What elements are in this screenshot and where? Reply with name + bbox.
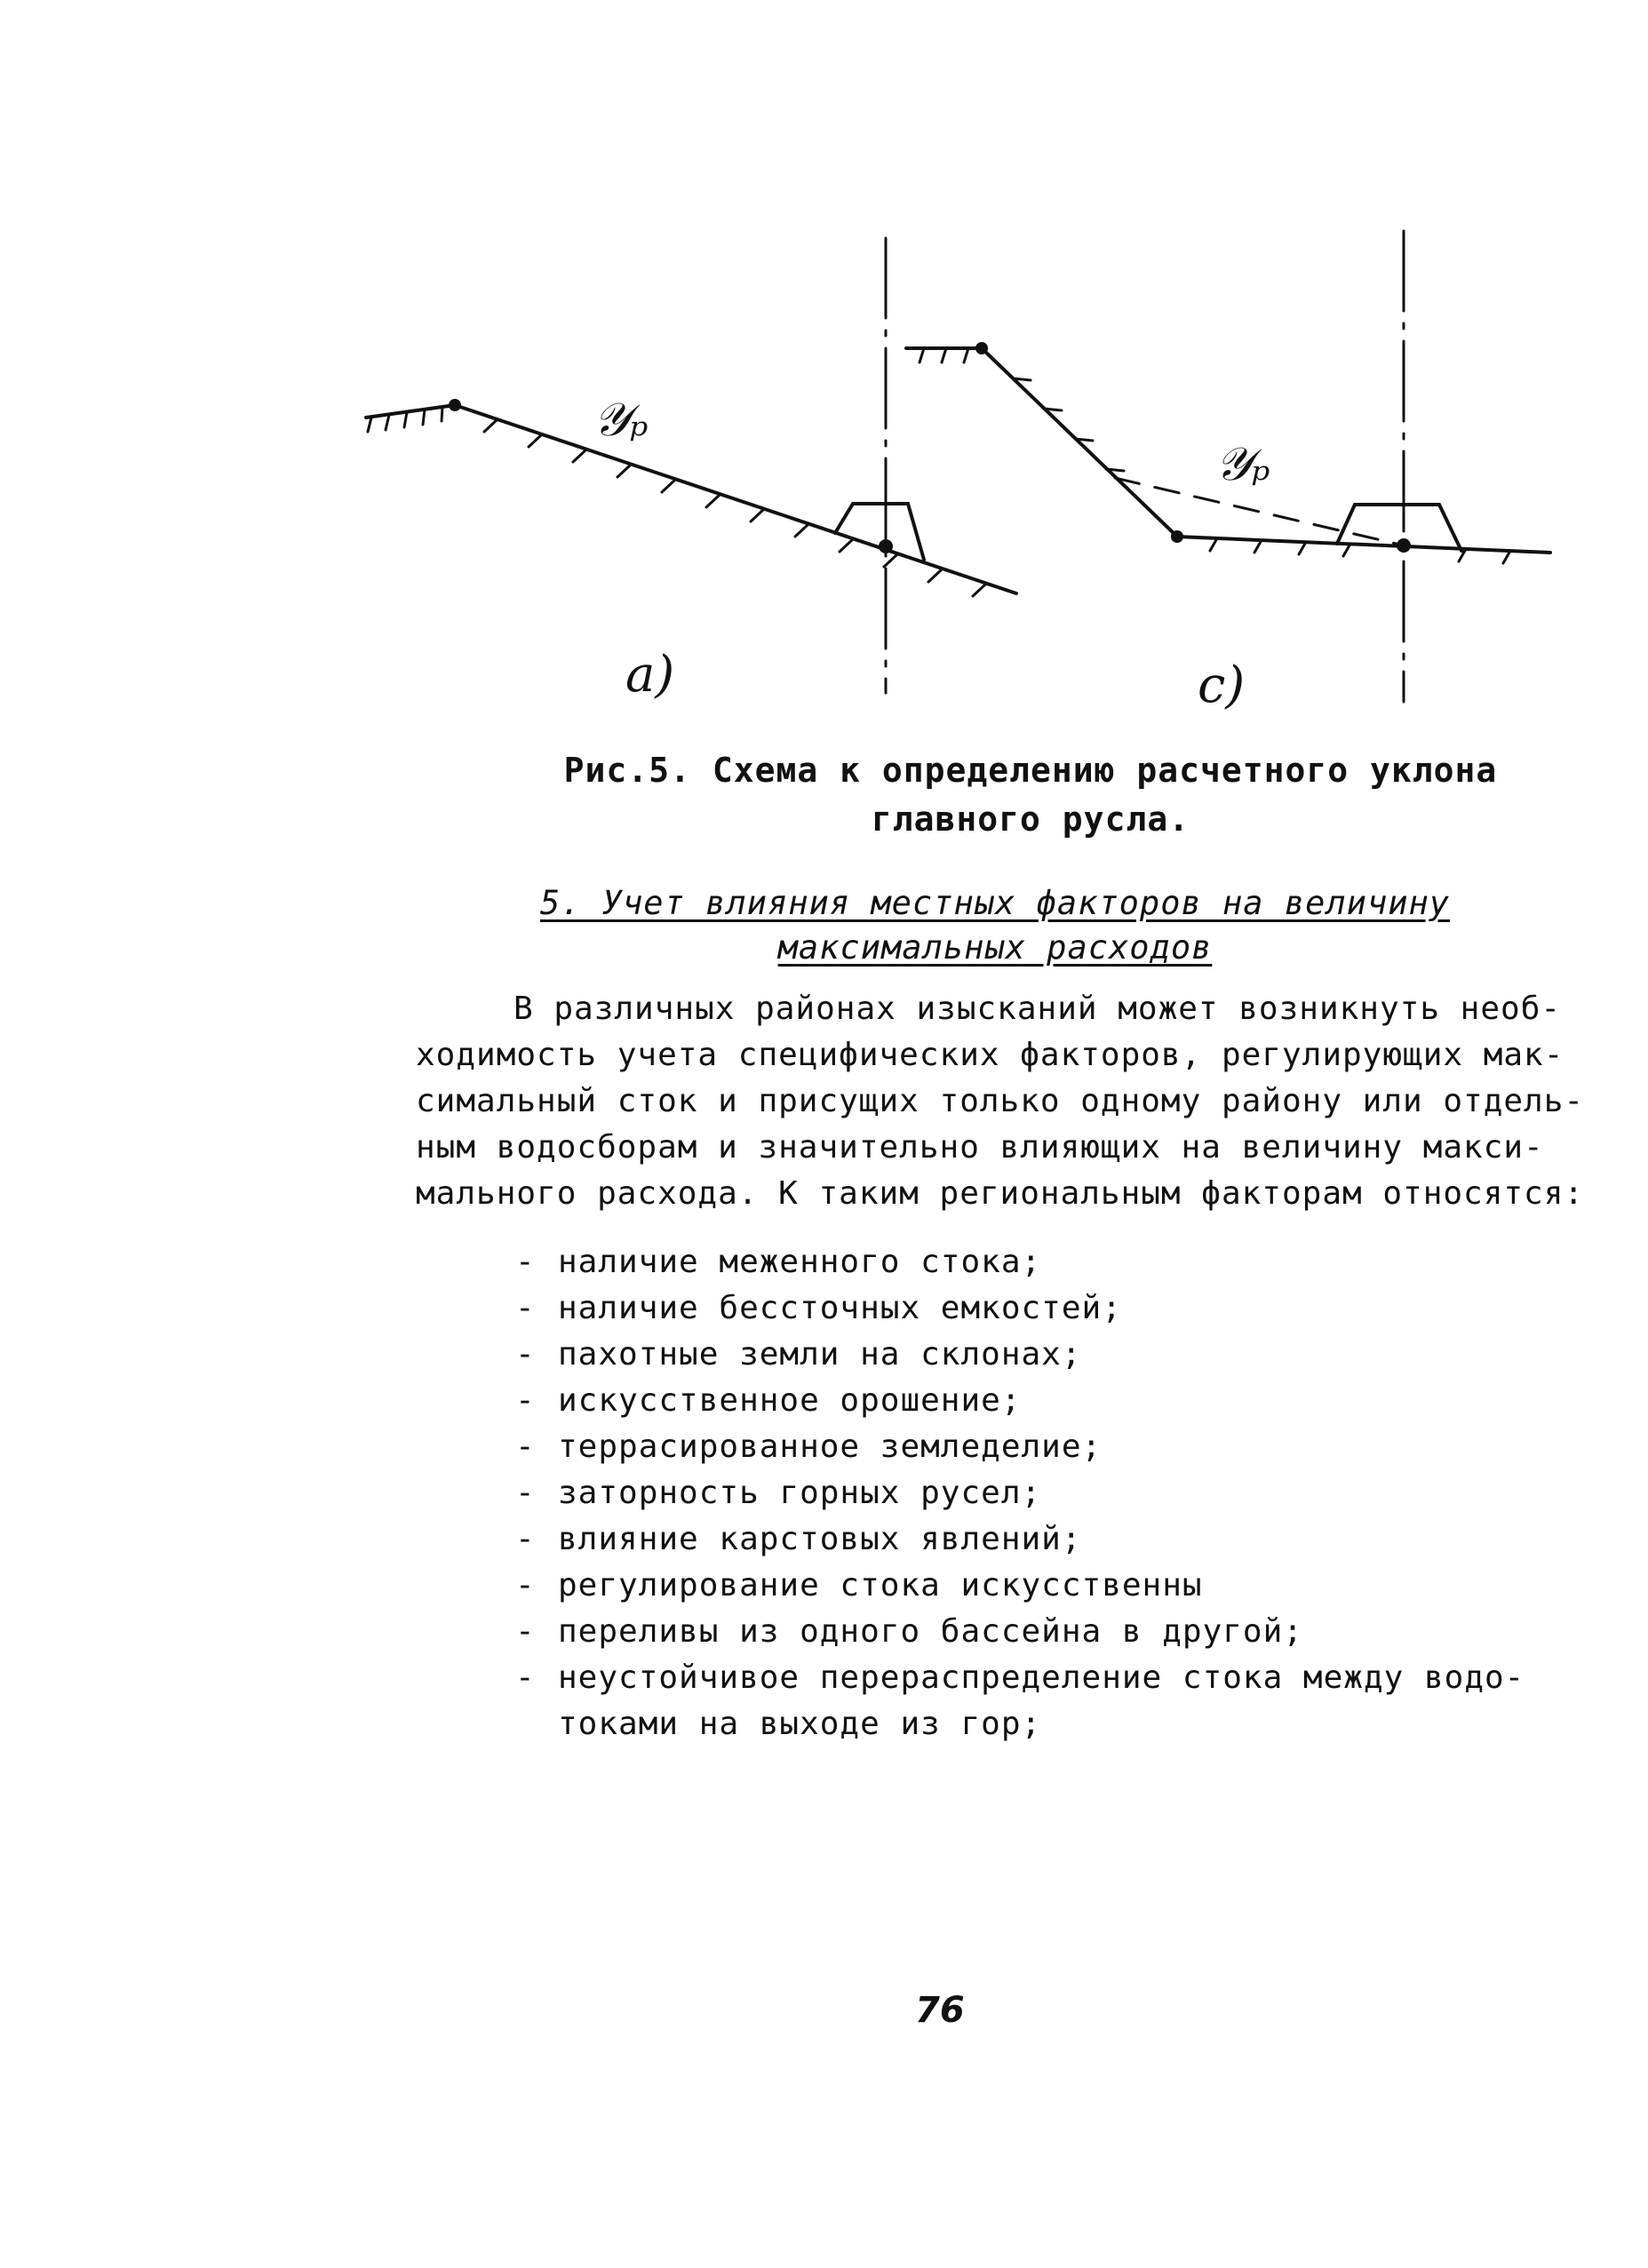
body-paragraph (416, 986, 1588, 1217)
paragraph-line: ходимость учета специфических факторов, регулирующих мак- (416, 1037, 1564, 1073)
figure-caption-line-1: Рис.5. Схема к определению расчетного уклона (563, 751, 1498, 790)
section-heading-text-1: 5. Учет влияния местных факторов на величину (539, 884, 1451, 922)
panel-c-slope-label: 𝒴ₚ (1215, 438, 1270, 491)
list-item (515, 1239, 1599, 1285)
list-marker: - (515, 1475, 536, 1511)
list-item (515, 1563, 1599, 1609)
list-item-text: террасированное земледелие; (558, 1428, 1103, 1465)
list-marker: - (515, 1428, 536, 1465)
list-item-text: наличие бессточных емкостей; (558, 1290, 1122, 1326)
figure-caption-line-2: главного русла. (871, 800, 1190, 839)
list-marker: - (515, 1382, 536, 1419)
list-item-continuation (515, 1701, 1599, 1747)
section-heading-line-1 (462, 884, 1528, 922)
list-item (515, 1609, 1599, 1655)
section-heading-line-2 (462, 928, 1528, 967)
list-item-text: влияние карстовых явлений; (558, 1521, 1082, 1557)
list-item-text: заторность горных русел; (558, 1475, 1042, 1511)
panel-c-valley-floor (1177, 537, 1550, 553)
list-marker: - (515, 1659, 536, 1696)
list-marker: - (515, 1244, 536, 1280)
slope-scheme-figure (0, 0, 1648, 728)
list-item (515, 1470, 1599, 1516)
panel-a-point-top (450, 401, 459, 410)
list-item-text: токами на выходе из гор; (558, 1706, 1042, 1742)
list-item (515, 1424, 1599, 1470)
paragraph-line: мального расхода. К таким региональным факторам относятся: (416, 1175, 1585, 1212)
list-marker: - (515, 1336, 536, 1373)
panel-c-top-hatching (920, 348, 968, 362)
list-item-text: регулирование стока искусственны (558, 1567, 1203, 1604)
list-item (515, 1285, 1599, 1332)
panel-a-diagram (366, 238, 1016, 693)
list-item (515, 1378, 1599, 1424)
panel-a-point-axis (880, 541, 891, 552)
list-item-text: неустойчивое перераспределение стока между водо- (558, 1659, 1525, 1696)
panel-c-point-axis (1398, 540, 1409, 551)
list-item-text: пахотные земли на склонах; (558, 1336, 1082, 1373)
paragraph-line: ным водосборам и значительно влияющих на величину макси- (416, 1129, 1544, 1166)
paragraph-line: симальный сток и присущих только одному району или отдель- (416, 1083, 1585, 1119)
panel-a-slope-label: 𝒴ₚ (593, 394, 649, 447)
page-number: 76 (915, 1990, 965, 2031)
list-item-text: переливы из одного бассейна в другой; (558, 1613, 1303, 1650)
list-marker: - (515, 1290, 536, 1326)
panel-a-slope-line (455, 405, 1016, 593)
regional-factors-list (515, 1239, 1599, 1747)
panel-c-floor-hatching (1210, 538, 1510, 563)
list-marker: - (515, 1613, 536, 1650)
list-marker: - (515, 1521, 536, 1557)
panel-c-point-bottom (1173, 532, 1182, 541)
list-item-text: наличие меженного стока; (558, 1244, 1042, 1280)
panel-a-label: a) (625, 646, 675, 704)
list-marker: - (515, 1567, 536, 1604)
list-item-text: искусственное орошение; (558, 1382, 1022, 1419)
paragraph-line: В различных районах изысканий может возникнуть необ- (514, 991, 1562, 1027)
list-item (515, 1655, 1599, 1701)
list-item (515, 1332, 1599, 1378)
panel-c-point-top (977, 344, 986, 353)
panel-c-steep-slope (982, 348, 1177, 537)
section-heading-text-2: максимальных расходов (777, 928, 1213, 967)
panel-c-label: c) (1198, 657, 1246, 714)
list-item (515, 1516, 1599, 1563)
panel-a-embankment (835, 504, 924, 560)
